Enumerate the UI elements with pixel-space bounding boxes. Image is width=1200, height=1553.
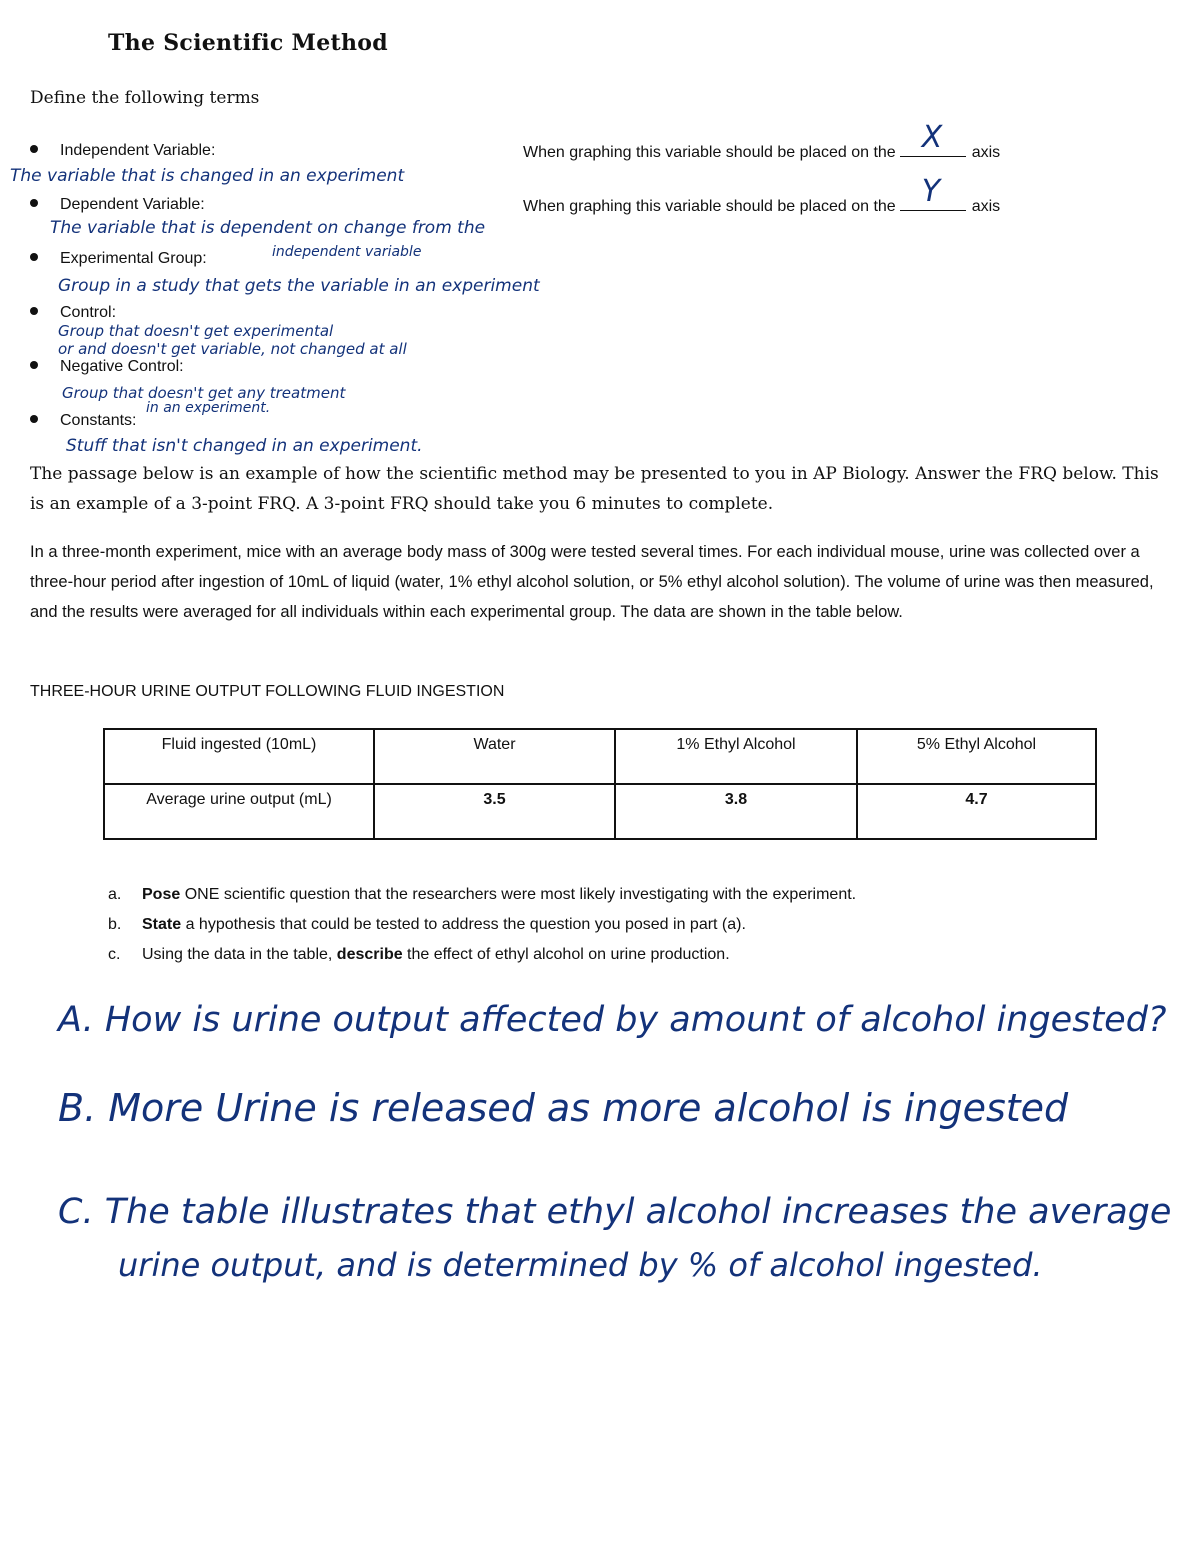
- table-title: THREE-HOUR URINE OUTPUT FOLLOWING FLUID INGESTION: [30, 683, 505, 700]
- answer-blank: [900, 174, 966, 211]
- term-dependent-variable: [30, 196, 205, 214]
- term-label: Constants:: [60, 412, 137, 429]
- term-constants: [30, 412, 136, 430]
- handwritten-answer-constants: Stuff that isn't changed in an experiment.: [66, 436, 423, 456]
- experiment-description: In a three-month experiment, mice with an average body mass of 300g were tested several times. For each individual mouse, urine was collected over a three-hour period after ingestion of 10mL of liquid (water, 1% ethyl alcohol solution, or 5% ethyl alcohol solution). The volume of urine was then measured, and the results were averaged for all individuals within each experimental group. The data are shown in the table below.: [30, 543, 1154, 621]
- passage-intro: The passage below is an example of how the scientific method may be presented to you in AP Biology. Answer the FRQ below. This is an example of a 3-point FRQ. A 3-point FRQ should take you 6 minutes to complete.: [30, 464, 1159, 514]
- table-cell: Fluid ingested (10mL): [104, 729, 374, 784]
- table-cell: 3.5: [374, 784, 615, 839]
- question-verb: State: [142, 916, 182, 933]
- data-table: [103, 728, 1097, 840]
- graphing-prefix: When graphing this variable should be placed on the: [523, 144, 896, 161]
- handwritten-answer-c-line2: urine output, and is determined by % of alcohol ingested.: [118, 1246, 1043, 1284]
- handwritten-answer-c-line1: C. The table illustrates that ethyl alcohol increases the average: [58, 1192, 1172, 1232]
- page-title: The Scientific Method: [108, 30, 388, 56]
- table-cell: 5% Ethyl Alcohol: [857, 729, 1096, 784]
- graphing-suffix: axis: [971, 198, 1001, 215]
- table-cell: 1% Ethyl Alcohol: [615, 729, 857, 784]
- handwritten-answer-negative-control-2: in an experiment.: [146, 400, 271, 416]
- table-cell: Average urine output (mL): [104, 784, 374, 839]
- table-cell: 3.8: [615, 784, 857, 839]
- handwritten-answer-dependent-2: independent variable: [272, 244, 422, 260]
- term-control: [30, 304, 116, 322]
- graphing-prefix: When graphing this variable should be placed on the: [523, 198, 896, 215]
- term-independent-variable: [30, 142, 215, 160]
- term-experimental-group: [30, 250, 207, 268]
- question-list: [108, 880, 856, 970]
- question-b: [108, 910, 856, 940]
- handwritten-answer-control-2: or and doesn't get variable, not changed at all: [58, 340, 407, 358]
- bullet-icon: [30, 253, 38, 261]
- question-text: the effect of ethyl alcohol on urine production.: [402, 946, 730, 963]
- bullet-icon: [30, 415, 38, 423]
- graphing-suffix: axis: [971, 144, 1001, 161]
- handwritten-axis-answer: X: [921, 120, 943, 155]
- question-verb: describe: [336, 946, 403, 963]
- question-c: [108, 940, 856, 970]
- table-header-row: [104, 729, 1096, 784]
- handwritten-answer-b: B. More Urine is released as more alcohol is ingested: [58, 1086, 1069, 1130]
- graphing-line-independent: [523, 120, 1001, 162]
- graphing-line-dependent: [523, 174, 1001, 216]
- term-label: Experimental Group:: [60, 250, 207, 267]
- bullet-icon: [30, 361, 38, 369]
- question-letter: b.: [108, 916, 122, 933]
- handwritten-answer-dependent: The variable that is dependent on change from the: [50, 218, 486, 238]
- handwritten-answer-independent: The variable that is changed in an experiment: [10, 166, 405, 186]
- term-label: Control:: [60, 304, 117, 321]
- term-label: Negative Control:: [60, 358, 184, 375]
- table-row: [104, 784, 1096, 839]
- bullet-icon: [30, 145, 38, 153]
- handwritten-axis-answer: Y: [921, 174, 941, 209]
- handwritten-answer-control: Group that doesn't get experimental: [58, 322, 334, 340]
- handwritten-answer-a: A. How is urine output affected by amount of alcohol ingested?: [58, 1000, 1167, 1040]
- term-label: Independent Variable:: [60, 142, 216, 159]
- table-cell: 4.7: [857, 784, 1096, 839]
- question-text: a hypothesis that could be tested to address the question you posed in part (a).: [181, 916, 746, 933]
- table-cell: Water: [374, 729, 615, 784]
- bullet-icon: [30, 199, 38, 207]
- answer-blank: [900, 120, 966, 157]
- handwritten-answer-negative-control: Group that doesn't get any treatment: [62, 384, 346, 402]
- question-verb: Pose: [142, 886, 181, 903]
- question-a: [108, 880, 856, 910]
- question-letter: c.: [108, 946, 121, 963]
- term-negative-control: [30, 358, 184, 376]
- question-text: ONE scientific question that the researchers were most likely investigating with the experiment.: [180, 886, 857, 903]
- handwritten-answer-experimental: Group in a study that gets the variable in an experiment: [58, 276, 540, 296]
- define-heading: Define the following terms: [30, 88, 260, 108]
- term-label: Dependent Variable:: [60, 196, 205, 213]
- bullet-icon: [30, 307, 38, 315]
- question-letter: a.: [108, 886, 122, 903]
- question-text: Using the data in the table,: [142, 946, 337, 963]
